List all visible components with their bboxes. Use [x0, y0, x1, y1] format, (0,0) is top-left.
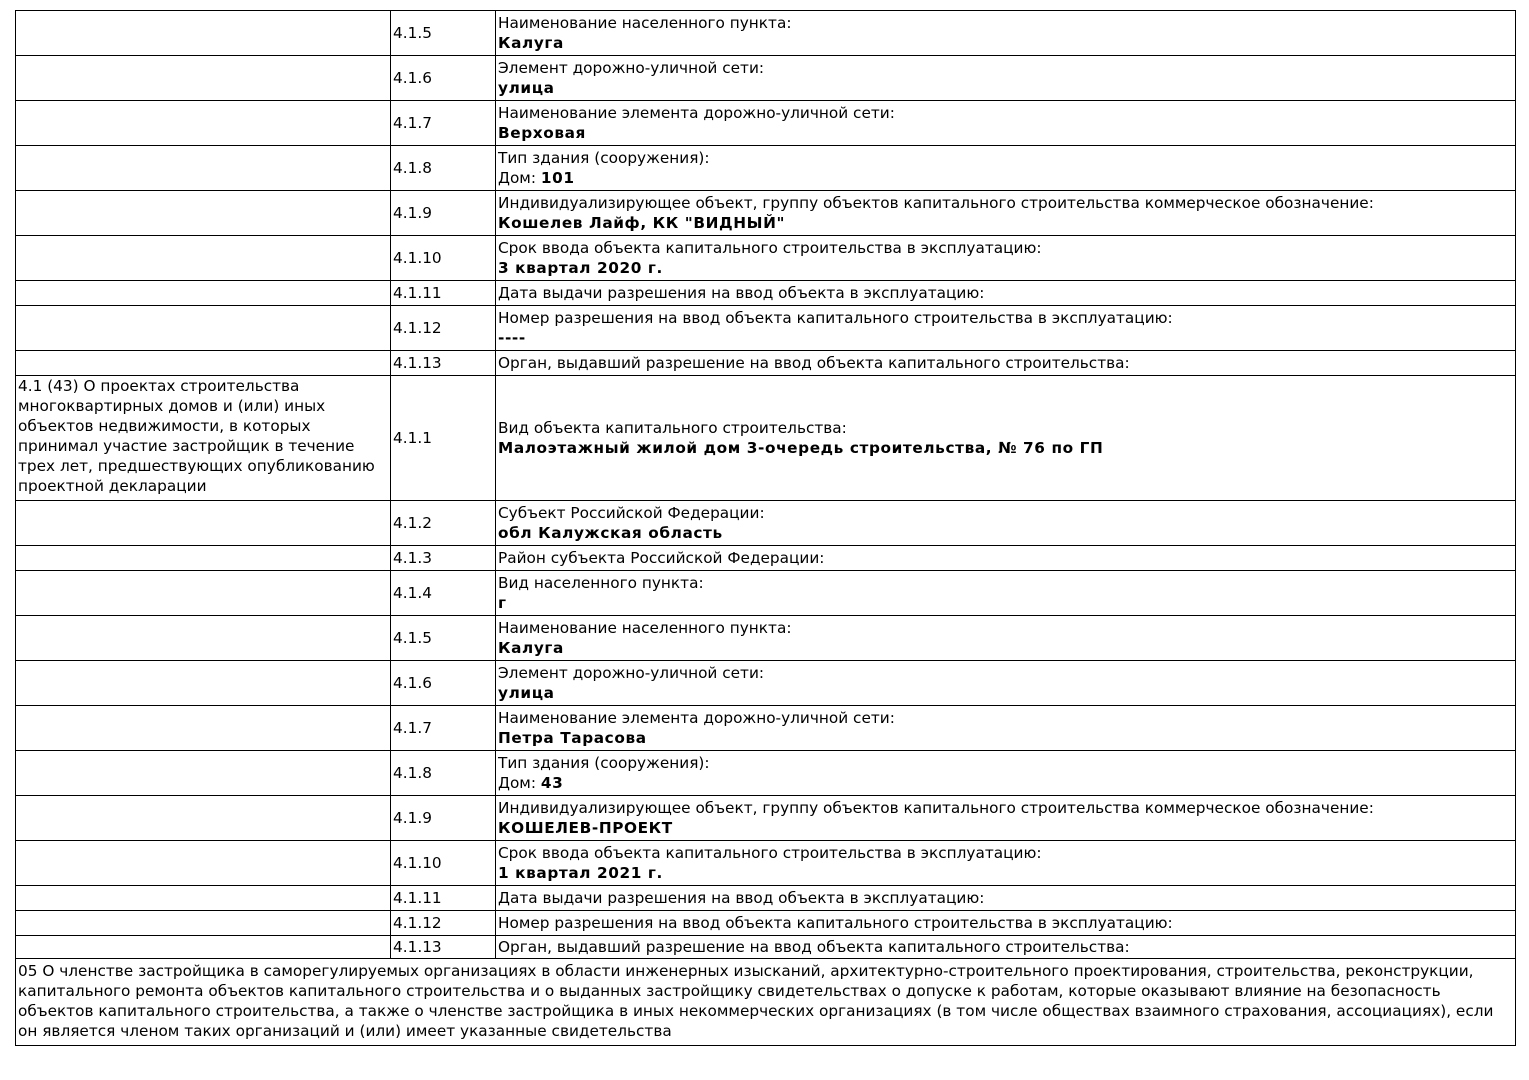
item-value: Калуга — [498, 639, 564, 657]
table-row — [16, 706, 1516, 751]
section-cell — [16, 236, 391, 281]
item-content — [496, 191, 1516, 236]
item-label: Элемент дорожно-уличной сети: — [498, 664, 765, 682]
item-code: 4.1.2 — [391, 501, 496, 546]
item-content — [496, 911, 1516, 936]
declaration-table — [15, 10, 1516, 1046]
table-row — [16, 661, 1516, 706]
item-code: 4.1.13 — [391, 351, 496, 376]
section-cell — [16, 546, 391, 571]
item-content — [496, 56, 1516, 101]
item-label: Номер разрешения на ввод объекта капитального строительства в эксплуатацию: — [498, 309, 1173, 327]
section-cell — [16, 351, 391, 376]
item-code: 4.1.1 — [391, 376, 496, 501]
item-code: 4.1.13 — [391, 936, 496, 959]
table-row — [16, 101, 1516, 146]
item-value: Петра Тарасова — [498, 729, 647, 747]
item-content — [496, 501, 1516, 546]
item-content — [496, 146, 1516, 191]
item-value: 3 квартал 2020 г. — [498, 259, 663, 277]
section-cell — [16, 11, 391, 56]
section-cell — [16, 571, 391, 616]
section-cell: 4.1 (43) О проектах строительства многоквартирных домов и (или) иных объектов недвижимости, в которых принимал участие застройщик в течение трех лет, предшествующих опубликованию проектной декларации — [16, 376, 391, 501]
item-value-line — [498, 123, 1513, 143]
item-value: КОШЕЛЕВ-ПРОЕКТ — [498, 819, 673, 837]
section-cell — [16, 911, 391, 936]
section-cell — [16, 101, 391, 146]
item-code: 4.1.10 — [391, 841, 496, 886]
footer-row — [16, 959, 1516, 1046]
item-label: Дата выдачи разрешения на ввод объекта в эксплуатацию: — [498, 284, 985, 302]
item-code: 4.1.11 — [391, 281, 496, 306]
section-cell — [16, 306, 391, 351]
item-code: 4.1.8 — [391, 146, 496, 191]
item-value-line — [498, 683, 1513, 703]
item-content — [496, 661, 1516, 706]
item-content — [496, 751, 1516, 796]
item-label: Дата выдачи разрешения на ввод объекта в эксплуатацию: — [498, 889, 985, 907]
item-label: Вид объекта капитального строительства: — [498, 419, 847, 437]
item-value: ---- — [498, 329, 526, 347]
item-label: Индивидуализирующее объект, группу объектов капитального строительства коммерческое обозначение: — [498, 799, 1374, 817]
item-value-prefix: Дом: — [498, 774, 541, 792]
item-value: улица — [498, 684, 555, 702]
item-code: 4.1.11 — [391, 886, 496, 911]
item-label: Наименование населенного пункта: — [498, 14, 792, 32]
item-code: 4.1.5 — [391, 616, 496, 661]
item-value-line — [498, 328, 1513, 348]
item-label: Тип здания (сооружения): — [498, 149, 710, 167]
item-value-line — [498, 523, 1513, 543]
item-content — [496, 546, 1516, 571]
item-value-line — [498, 78, 1513, 98]
table-row — [16, 546, 1516, 571]
item-value-line — [498, 33, 1513, 53]
item-value: г — [498, 594, 507, 612]
item-code: 4.1.7 — [391, 101, 496, 146]
table-row — [16, 146, 1516, 191]
section-cell — [16, 146, 391, 191]
table-row — [16, 376, 1516, 501]
item-value-line — [498, 438, 1513, 458]
item-value-line — [498, 863, 1513, 883]
item-code: 4.1.7 — [391, 706, 496, 751]
item-content — [496, 571, 1516, 616]
item-label: Орган, выдавший разрешение на ввод объекта капитального строительства: — [498, 938, 1130, 956]
item-value-line — [498, 593, 1513, 613]
item-content — [496, 616, 1516, 661]
item-value: Калуга — [498, 34, 564, 52]
item-content — [496, 376, 1516, 501]
item-value: обл Калужская область — [498, 524, 723, 542]
item-content — [496, 351, 1516, 376]
table-row — [16, 11, 1516, 56]
section-cell — [16, 886, 391, 911]
item-label: Элемент дорожно-уличной сети: — [498, 59, 765, 77]
item-code: 4.1.8 — [391, 751, 496, 796]
item-label: Наименование элемента дорожно-уличной сети: — [498, 104, 895, 122]
section-cell — [16, 501, 391, 546]
item-label: Номер разрешения на ввод объекта капитального строительства в эксплуатацию: — [498, 914, 1173, 932]
table-row — [16, 886, 1516, 911]
item-label: Срок ввода объекта капитального строительства в эксплуатацию: — [498, 239, 1042, 257]
section-cell — [16, 841, 391, 886]
section-cell — [16, 751, 391, 796]
section-cell — [16, 191, 391, 236]
table-row — [16, 841, 1516, 886]
item-code: 4.1.6 — [391, 661, 496, 706]
item-label: Наименование элемента дорожно-уличной сети: — [498, 709, 895, 727]
item-label: Наименование населенного пункта: — [498, 619, 792, 637]
item-content — [496, 936, 1516, 959]
section-cell — [16, 661, 391, 706]
item-code: 4.1.9 — [391, 191, 496, 236]
table-row — [16, 571, 1516, 616]
item-label: Тип здания (сооружения): — [498, 754, 710, 772]
item-value-line — [498, 773, 1513, 793]
table-row — [16, 281, 1516, 306]
table-row — [16, 56, 1516, 101]
section-cell — [16, 796, 391, 841]
section-cell — [16, 56, 391, 101]
item-value-line — [498, 638, 1513, 658]
table-row — [16, 911, 1516, 936]
item-value-prefix: Дом: — [498, 169, 541, 187]
item-code: 4.1.3 — [391, 546, 496, 571]
item-content — [496, 101, 1516, 146]
table-row — [16, 351, 1516, 376]
table-row — [16, 306, 1516, 351]
item-value-line — [498, 818, 1513, 838]
table-row — [16, 501, 1516, 546]
item-value: Верховая — [498, 124, 586, 142]
item-value: Малоэтажный жилой дом 3-очередь строительства, № 76 по ГП — [498, 439, 1104, 457]
item-value: Кошелев Лайф, КК "ВИДНЫЙ" — [498, 214, 786, 232]
section-05-heading: 05 О членстве застройщика в саморегулируемых организациях в области инженерных изысканий, архитектурно-строительного проектирования, строительства, реконструкции, капитального ремонта объектов капитального строительства и о выданных застройщику свидетельствах о допуске к работам, которые оказывают влияние на безопасность объектов капитального строительства, а также о членстве застройщика в иных некоммерческих организациях (в том числе обществах взаимного страхования, ассоциациях), если он является членом таких организаций и (или) имеет указанные свидетельства — [16, 959, 1516, 1046]
item-content — [496, 306, 1516, 351]
table-row — [16, 191, 1516, 236]
item-content — [496, 706, 1516, 751]
section-cell — [16, 281, 391, 306]
item-code: 4.1.10 — [391, 236, 496, 281]
table-row — [16, 796, 1516, 841]
item-label: Срок ввода объекта капитального строительства в эксплуатацию: — [498, 844, 1042, 862]
item-value: улица — [498, 79, 555, 97]
table-row — [16, 751, 1516, 796]
item-content — [496, 796, 1516, 841]
item-content — [496, 841, 1516, 886]
item-label: Вид населенного пункта: — [498, 574, 704, 592]
item-label: Район субъекта Российской Федерации: — [498, 549, 825, 567]
item-code: 4.1.4 — [391, 571, 496, 616]
item-value-line — [498, 728, 1513, 748]
table-row — [16, 236, 1516, 281]
item-value: 1 квартал 2021 г. — [498, 864, 663, 882]
item-label: Орган, выдавший разрешение на ввод объекта капитального строительства: — [498, 354, 1130, 372]
item-value-line — [498, 168, 1513, 188]
item-content — [496, 11, 1516, 56]
item-label: Индивидуализирующее объект, группу объектов капитального строительства коммерческое обозначение: — [498, 194, 1374, 212]
section-cell — [16, 936, 391, 959]
item-code: 4.1.12 — [391, 911, 496, 936]
section-cell — [16, 706, 391, 751]
section-cell — [16, 616, 391, 661]
table-row — [16, 936, 1516, 959]
item-content — [496, 236, 1516, 281]
item-label: Субъект Российской Федерации: — [498, 504, 765, 522]
item-value-line — [498, 258, 1513, 278]
item-content — [496, 281, 1516, 306]
item-value: 43 — [540, 774, 564, 792]
item-value-line — [498, 213, 1513, 233]
item-code: 4.1.9 — [391, 796, 496, 841]
item-value: 101 — [540, 169, 575, 187]
table-row — [16, 616, 1516, 661]
item-code: 4.1.6 — [391, 56, 496, 101]
item-content — [496, 886, 1516, 911]
item-code: 4.1.12 — [391, 306, 496, 351]
item-code: 4.1.5 — [391, 11, 496, 56]
